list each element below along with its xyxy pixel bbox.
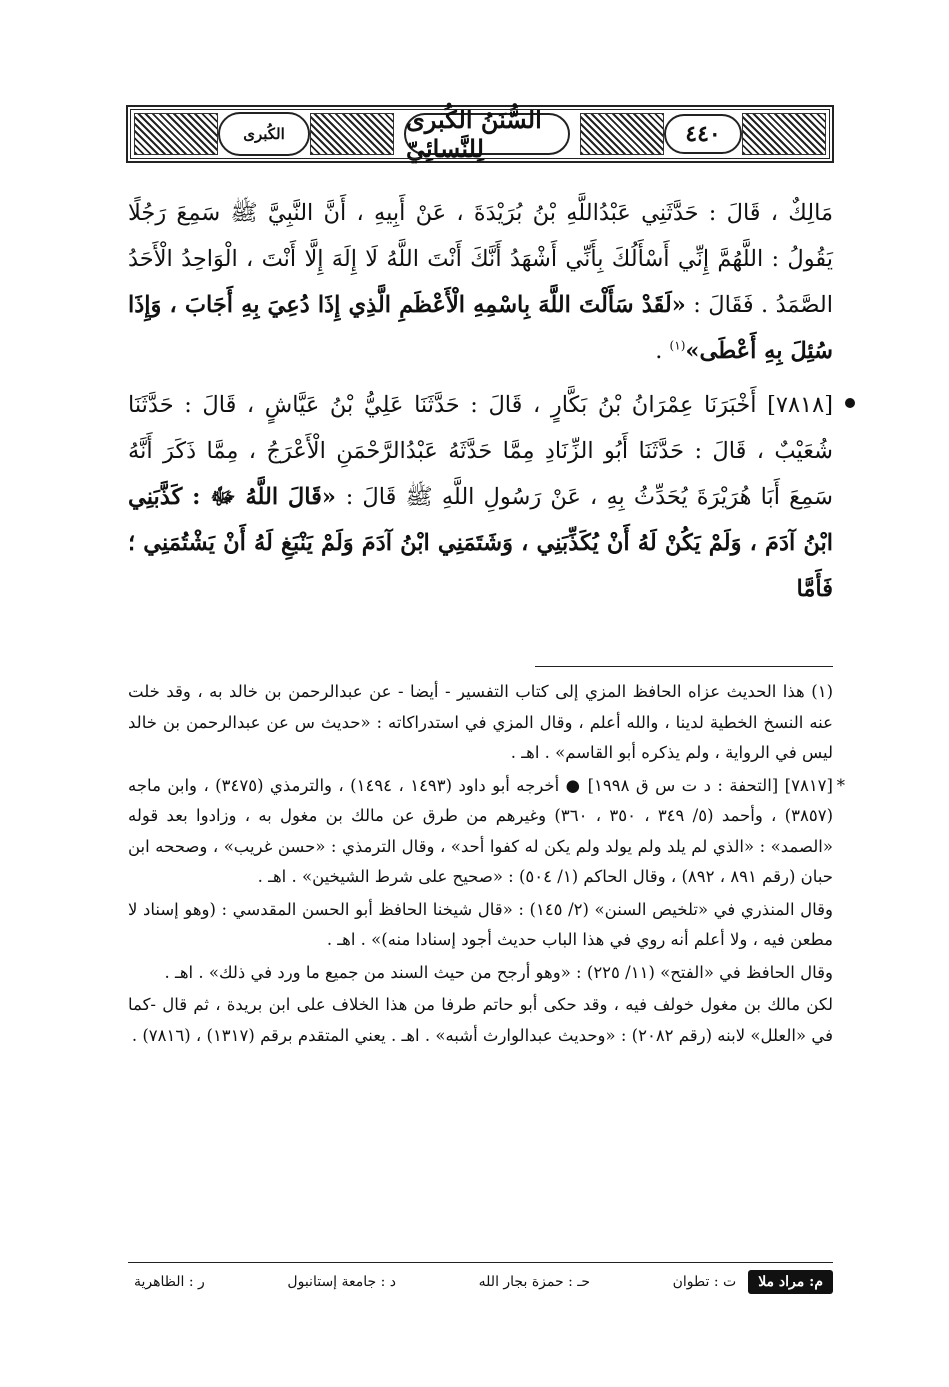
bullet-icon: [845, 398, 855, 408]
footnote-2-text: [٧٨١٧] [التحفة : د ت س ق ١٩٩٨] ● أخرجه أبو داود (١٤٩٣ ، ١٤٩٤) ، والترمذي (٣٤٧٥) ، وابن ماجه (٣٨٥٧) ، وأحمد (٥/ ٣٤٩ ، ٣٥٠ ، ٣٦٠) وغيرهم من طرق عن مالك بن مغول به ، وزادوا بعد قوله «الصمد» : «الذي لم يلد ولم يولد ولم يكن له كفوا أحد» ، وقال الترمذي : «حسن غريب» ، وصححه ابن حبان (رقم ٨٩١ ، ٨٩٢) ، وقال الحاكم (١/ ٥٠٤) : «صحيح على شرط الشيخين» . اهـ .: [128, 775, 833, 886]
footnote-5: لكن مالك بن مغول خولف فيه ، وقد حكى أبو حاتم طرفا من هذا الخلاف على ابن بريدة ، ثم قال -كما في «العلل» لابنه (رقم ٢٠٨٢) : «وحديث عبدالوارث أشبه» . اهـ . يعني المتقدم برقم (١٣١٧) ، (٧٨١٦) .: [128, 995, 833, 1045]
manuscript-sigla-footer: [128, 1264, 833, 1300]
footnote-1: (١) هذا الحديث عزاه الحافظ المزي إلى كتاب التفسير - أيضا - عن عبدالرحمن بن خالد به ، وقد خلت عنه النسخ الخطية لدينا ، والله أعلم ، وقال المزي في استدراكاته : «حديث س عن عبدالرحمن بن خالد ليس في الرواية ، ولم يذكره أبو القاسم» . اهـ .: [128, 682, 833, 762]
header-ornament-mid-right: [580, 113, 664, 155]
paragraph-2: [128, 382, 833, 612]
book-title: السُّنَنُ الكُبرى لِلنَّسائِيّ: [404, 113, 570, 155]
star-icon: *: [836, 775, 845, 795]
footnote-separator: [535, 666, 833, 667]
header-ornament-right: [742, 113, 826, 155]
footer-right-group: [667, 1270, 833, 1294]
footer-rule: [128, 1262, 833, 1263]
main-text: [128, 190, 833, 612]
footnotes: [128, 677, 845, 1051]
footnote-4: وقال الحافظ في «الفتح» (١١/ ٢٢٥) : «وهو أرجح من حيث السند من جميع ما ورد في ذلك» . اهـ .: [164, 962, 833, 982]
para2-number: [٧٨١٨] أَخْبَرَنَا: [704, 392, 833, 418]
paragraph-1: [128, 190, 833, 374]
manuscript-badge: م: مراد ملا: [748, 1270, 833, 1294]
header-cartouche: الكُبرى: [218, 112, 310, 156]
para1-text: مَالِكٌ ، قَالَ : حَدَّثَنِي عَبْدُاللَّهِ بْنُ بُرَيْدَةَ ، عَنْ أَبِيهِ ، أَنَّ النَّبِيَّ ﷺ سَمِعَ رَجُلًا يَقُولُ : اللَّهُمَّ إِنِّي أَسْأَلُكَ بِأَنِّي أَشْهَدُ أَنَّكَ أَنْتَ اللَّهُ لَا إِلَهَ إِلَّا أَنْتَ ، الْوَاحِدُ الْأَحَدُ الصَّمَدُ . فَقَالَ :: [128, 200, 834, 318]
page-header: [126, 105, 834, 163]
footnote-2: [128, 771, 845, 893]
sigla-d: د : جامعة إستانبول: [287, 1274, 397, 1290]
sigla-h: حـ : حمزة بجار الله: [478, 1274, 590, 1290]
header-ornament-mid-left: [310, 113, 394, 155]
sigla-t: ت : تطوان: [672, 1274, 737, 1290]
para2-text: عِمْرَانُ بْنُ بَكَّارٍ ، قَالَ : حَدَّثَنَا عَلِيُّ بْنُ عَيَّاشٍ ، قَالَ : حَدَّثَنَا شُعَيْبٌ ، قَالَ : حَدَّثَنَا أَبُو الزِّنَادِ مِمَّا حَدَّثَهُ عَبْدُالرَّحْمَنِ الْأَعْرَجُ ، مِمَّا ذَكَرَ أَنَّهُ سَمِعَ أَبَا هُرَيْرَةَ يُحَدِّثُ بِهِ ، عَنْ رَسُولِ اللَّهِ ﷺ قَالَ :: [128, 392, 833, 510]
sigla-r: ر : الظاهرية: [134, 1274, 205, 1290]
page-number: ٤٤٠: [664, 114, 742, 154]
footnote-3: وقال المنذري في «تلخيص السنن» (٢/ ١٤٥) : «قال شيخنا الحافظ أبو الحسن المقدسي : (وهو إسناد لا مطعن فيه ، ولا أعلم أنه روي في هذا الباب حديث أجود إسنادا منه)» . اهـ .: [128, 899, 833, 949]
footnote-ref-1: (١): [669, 338, 686, 353]
para2-hadith: «قَالَ اللَّهُ ﷻ : كَذَّبَنِي ابْنُ آدَمَ ، وَلَمْ يَكُنْ لَهُ أَنْ يُكَذِّبَنِي ، وَشَتَمَنِي ابْنُ آدَمَ وَلَمْ يَنْبَغِ لَهُ أَنْ يَشْتُمَنِي ؛ فَأَمَّا: [128, 484, 833, 602]
para1-end: .: [655, 338, 670, 364]
header-ornament-left: [134, 113, 218, 155]
para1-hadith: «لَقَدْ سَأَلْتَ اللَّهَ بِاسْمِهِ الْأَعْظَمِ الَّذِي إِذَا دُعِيَ بِهِ أَجَابَ ، وَإِذَا سُئِلَ بِهِ أَعْطَى»: [128, 292, 833, 364]
